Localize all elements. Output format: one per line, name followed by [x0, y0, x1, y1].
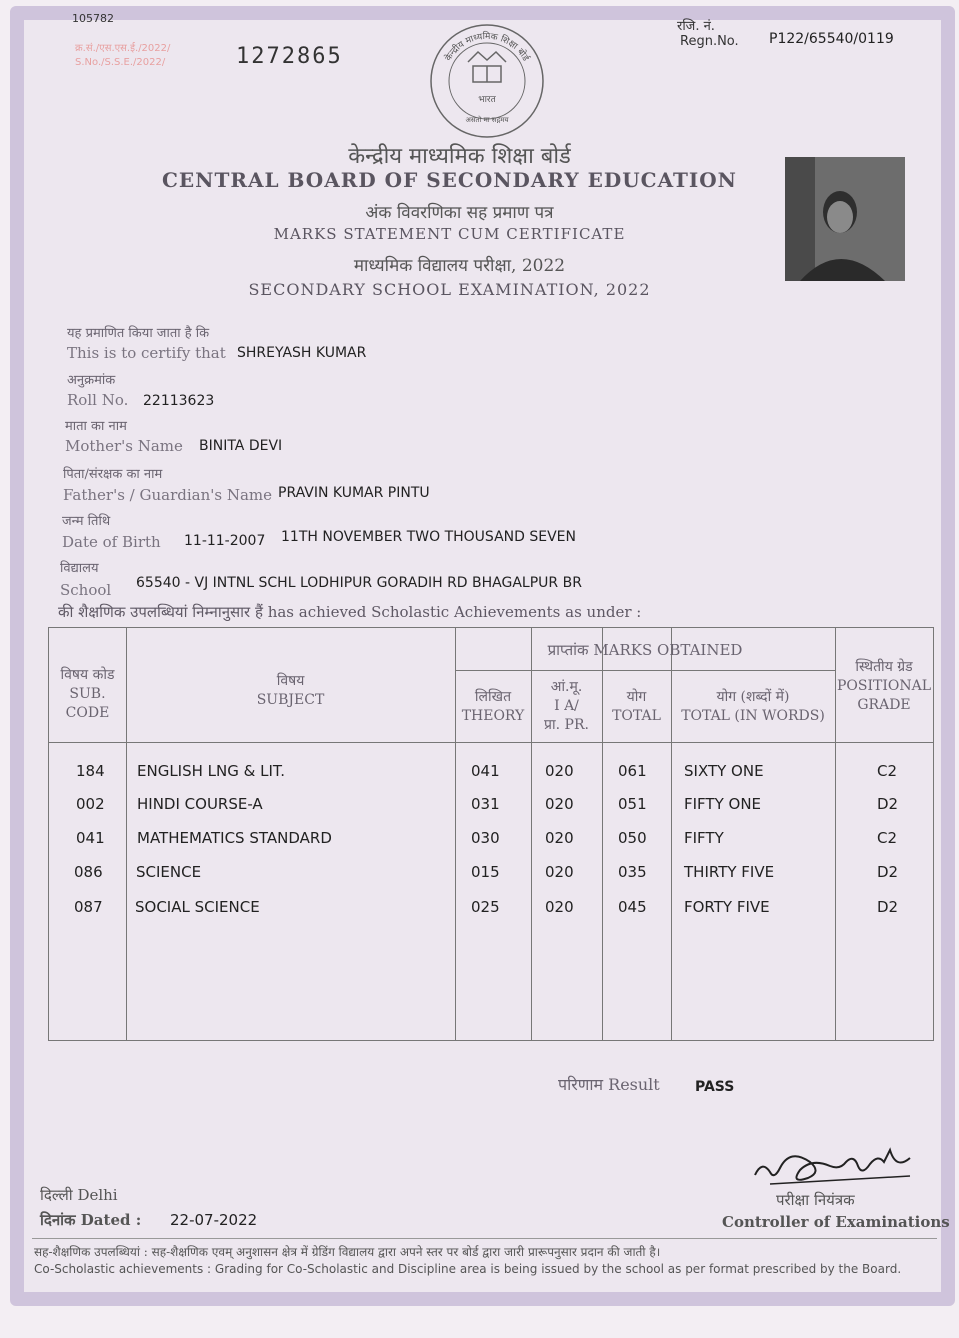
cell-subject: SOCIAL SCIENCE — [135, 898, 260, 916]
board-name-hindi: केन्द्रीय माध्यमिक शिक्षा बोर्ड — [348, 144, 571, 169]
cell-grade: D2 — [877, 795, 899, 813]
regn-hindi-label: रजि. नं. — [677, 19, 715, 34]
father-label-hindi: पिता/संरक्षक का नाम — [63, 467, 163, 482]
roll-number: 22113623 — [143, 393, 215, 409]
roll-label: Roll No. — [67, 391, 129, 409]
header-positional-grade — [835, 658, 933, 715]
cell-code: 184 — [76, 762, 105, 780]
header-total-words — [671, 688, 835, 726]
cell-grade: D2 — [877, 863, 899, 881]
header-code-hindi: विषय कोड — [60, 667, 115, 683]
cell-ia: 020 — [545, 863, 574, 881]
cbse-seal-icon — [428, 22, 546, 140]
header-theory-hindi: लिखित — [474, 689, 512, 705]
cell-total: 051 — [618, 795, 647, 813]
cell-code: 087 — [74, 898, 103, 916]
cell-total: 061 — [618, 762, 647, 780]
table-row — [49, 795, 933, 825]
cell-code: 002 — [76, 795, 105, 813]
header-subject-hindi: विषय — [276, 673, 305, 689]
table-row — [49, 829, 933, 859]
cell-subject: MATHEMATICS STANDARD — [137, 829, 332, 847]
marks-header-divider — [455, 670, 835, 671]
cell-words: FORTY FIVE — [684, 898, 770, 916]
serial-small: 105782 — [72, 12, 114, 25]
header-theory-en: THEORY — [461, 708, 525, 724]
mother-name: BINITA DEVI — [199, 438, 283, 454]
cell-ia: 020 — [545, 762, 574, 780]
header-words-hindi: योग (शब्दों में) — [716, 689, 790, 705]
school-name: 65540 - VJ INTNL SCHL LODHIPUR GORADIH RD BHAGALPUR BR — [136, 575, 582, 591]
cell-words: FIFTY — [684, 829, 724, 847]
regn-number: P122/65540/0119 — [769, 31, 894, 47]
signature-icon — [750, 1140, 920, 1192]
sno-line-hi: क्र.सं./एस.एस.ई./2022/ — [75, 43, 171, 54]
dob-value: 11-11-2007 — [184, 533, 266, 549]
exam-title: SECONDARY SCHOOL EXAMINATION, 2022 — [248, 280, 651, 299]
header-subject — [126, 672, 455, 710]
cell-ia: 020 — [545, 829, 574, 847]
cell-subject: ENGLISH LNG & LIT. — [137, 762, 286, 780]
certify-label: This is to certify that — [67, 344, 226, 362]
dob-words: 11TH NOVEMBER TWO THOUSAND SEVEN — [281, 529, 576, 545]
cell-subject: HINDI COURSE-A — [137, 795, 263, 813]
document-title: MARKS STATEMENT CUM CERTIFICATE — [273, 225, 626, 243]
seal-motto: असतो मा सद्गमय — [465, 116, 509, 124]
header-ia-pr — [531, 678, 602, 735]
result-value: PASS — [695, 1079, 735, 1095]
header-theory — [455, 688, 531, 726]
exam-title-hindi: माध्यमिक विद्यालय परीक्षा, 2022 — [353, 256, 566, 276]
regn-label: Regn.No. — [680, 34, 739, 49]
father-name: PRAVIN KUMAR PINTU — [278, 485, 430, 501]
header-words-en: TOTAL (IN WORDS) — [681, 708, 825, 724]
footer-divider — [32, 1238, 937, 1239]
cell-grade: D2 — [877, 898, 899, 916]
marks-table — [48, 627, 934, 1041]
dob-label: Date of Birth — [62, 533, 161, 551]
dated-value: 22-07-2022 — [170, 1211, 258, 1229]
result-label: परिणाम Result — [558, 1075, 660, 1094]
cell-total: 050 — [618, 829, 647, 847]
sno-line-en: S.No./S.S.E./2022/ — [75, 57, 166, 68]
cell-grade: C2 — [877, 762, 898, 780]
document-title-hindi: अंक विवरणिका सह प्रमाण पत्र — [365, 203, 554, 223]
header-ia-hindi: आं.मू. — [550, 679, 583, 695]
footer-note: Co-Scholastic achievements : Grading for Co-Scholastic and Discipline area is being issued by the school as per format prescribed by the Board. — [34, 1262, 902, 1276]
cell-total: 035 — [618, 863, 647, 881]
father-label: Father's / Guardian's Name — [63, 486, 272, 504]
table-row — [49, 762, 933, 792]
cell-grade: C2 — [877, 829, 898, 847]
achievements-intro: की शैक्षणिक उपलब्धियां निम्नानुसार हैं has achieved Scholastic Achievements as under : — [58, 603, 642, 621]
roll-label-hindi: अनुक्रमांक — [67, 373, 116, 388]
seal-top-text: केन्द्रीय माध्यमिक शिक्षा बोर्ड — [443, 31, 531, 64]
header-code-en1: SUB. — [69, 686, 106, 702]
header-divider — [49, 742, 933, 743]
cell-words: SIXTY ONE — [684, 762, 764, 780]
cell-theory: 041 — [471, 762, 500, 780]
school-label: School — [60, 581, 112, 599]
header-subject-en: SUBJECT — [256, 692, 325, 708]
header-grade-hindi: स्थितीय ग्रेड — [855, 659, 913, 675]
cell-theory: 025 — [471, 898, 500, 916]
cell-theory: 030 — [471, 829, 500, 847]
cell-words: THIRTY FIVE — [684, 863, 775, 881]
cell-subject: SCIENCE — [136, 863, 202, 881]
controller-label: Controller of Examinations — [722, 1213, 950, 1231]
cell-code: 086 — [74, 863, 103, 881]
cell-code: 041 — [76, 829, 105, 847]
header-ia-pr-line: प्रा. PR. — [544, 717, 589, 733]
table-row — [49, 898, 933, 928]
cell-ia: 020 — [545, 795, 574, 813]
header-total-en: TOTAL — [612, 708, 661, 724]
cell-ia: 020 — [545, 898, 574, 916]
cell-total: 045 — [618, 898, 647, 916]
header-sub-code — [49, 666, 126, 723]
cell-theory: 015 — [471, 863, 500, 881]
mother-label: Mother's Name — [65, 437, 183, 455]
header-grade-en1: POSITIONAL — [836, 678, 932, 694]
header-total — [602, 688, 671, 726]
dated-label: दिनांक Dated : — [40, 1211, 142, 1229]
header-code-en2: CODE — [65, 705, 110, 721]
serial-number: 1272865 — [236, 44, 343, 69]
table-row — [49, 863, 933, 893]
certify-label-hindi: यह प्रमाणित किया जाता है कि — [67, 326, 210, 341]
header-marks-obtained: प्राप्तांक MARKS OBTAINED — [547, 641, 743, 659]
mother-label-hindi: माता का नाम — [65, 419, 127, 434]
footer-note-hindi: सह-शैक्षणिक उपलब्धियां : सह-शैक्षणिक एवम् अनुशासन क्षेत्र में ग्रेडिंग विद्यालय द्वारा अपने स्तर पर बोर्ड द्वारा जारी प्रारूपनुसार प्रदान की जाती है। — [34, 1245, 661, 1259]
cell-words: FIFTY ONE — [684, 795, 762, 813]
dob-label-hindi: जन्म तिथि — [62, 514, 111, 529]
controller-hindi: परीक्षा नियंत्रक — [776, 1191, 855, 1209]
place-label: दिल्ली Delhi — [40, 1186, 118, 1204]
sno-label — [75, 42, 170, 70]
cell-theory: 031 — [471, 795, 500, 813]
seal-bottom-text: भारत — [478, 95, 496, 105]
header-total-hindi: योग — [626, 689, 647, 705]
school-label-hindi: विद्यालय — [60, 561, 99, 576]
student-name: SHREYASH KUMAR — [237, 345, 367, 361]
header-ia-en: I A/ — [554, 698, 579, 714]
board-name: CENTRAL BOARD OF SECONDARY EDUCATION — [162, 168, 737, 192]
header-grade-en2: GRADE — [857, 697, 911, 713]
